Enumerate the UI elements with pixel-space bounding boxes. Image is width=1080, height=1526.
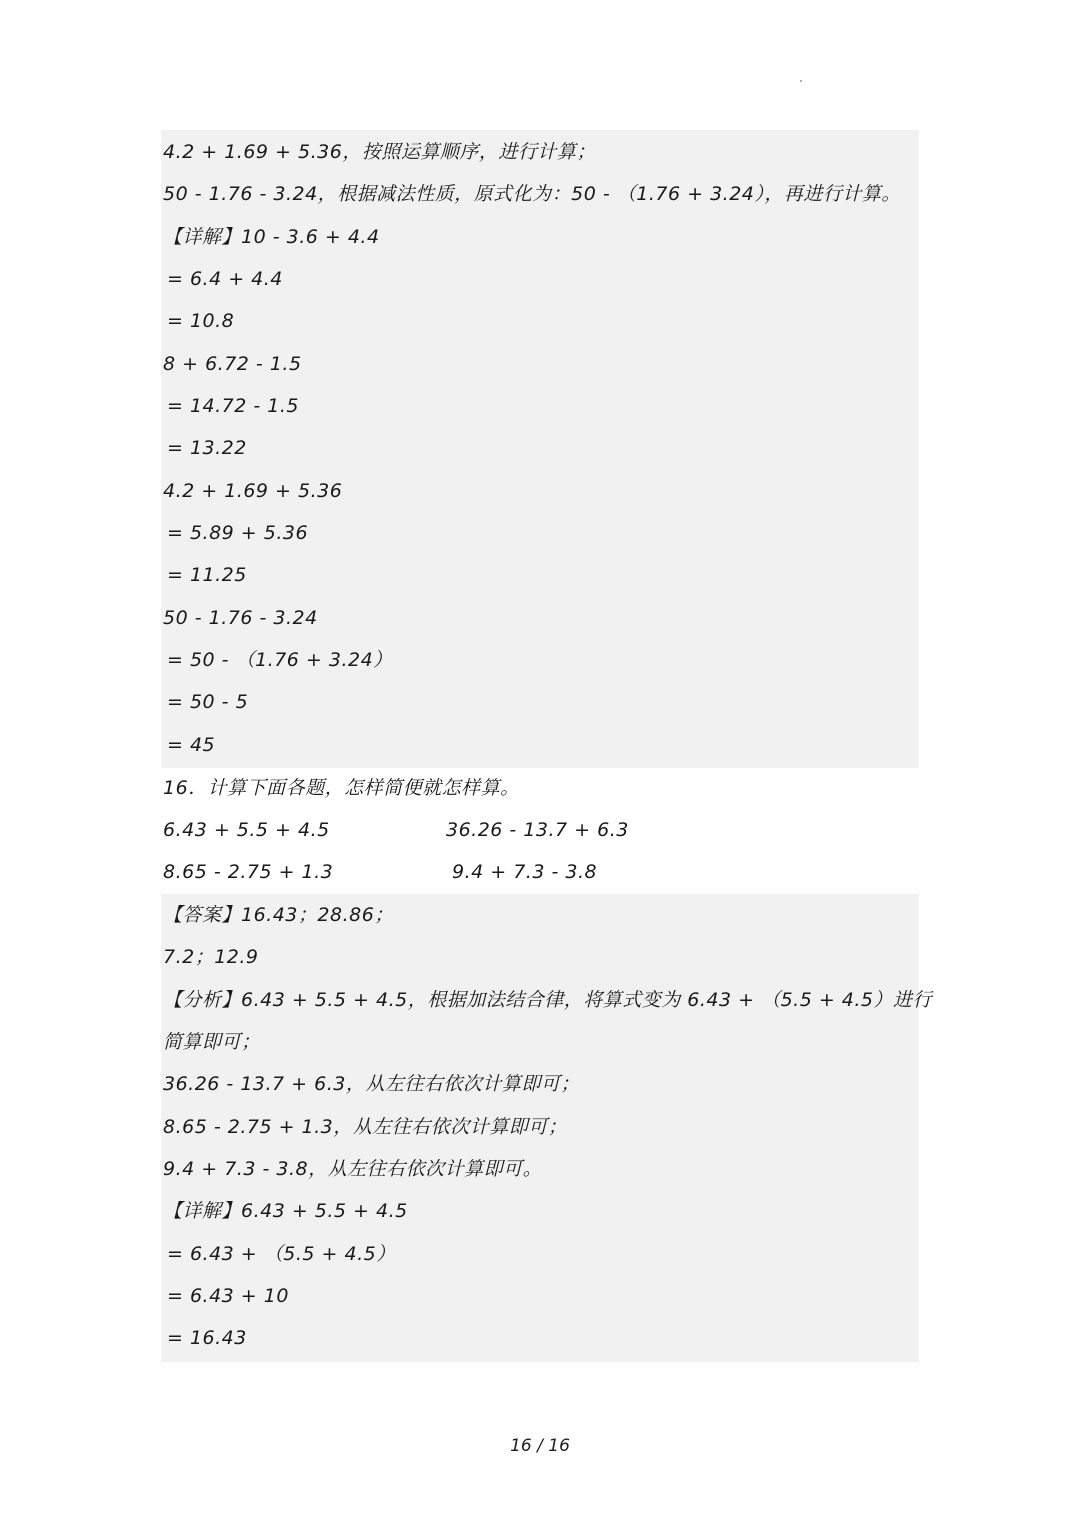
calc-step: = 5.89 + 5.36 [167, 522, 309, 544]
calc-step: = 14.72 - 1.5 [167, 395, 300, 417]
calc-step: = 6.43 + （5.5 + 4.5） [167, 1243, 396, 1265]
answer-line: 7.2；12.9 [163, 946, 259, 968]
calc-step: = 50 - （1.76 + 3.24） [167, 649, 393, 671]
analysis-line: 【分析】6.43 + 5.5 + 4.5，根据加法结合律，将算式变为 6.43 + （5.5 + 4.5）进行 [163, 989, 933, 1011]
page-number: 16 / 16 [510, 1436, 570, 1456]
analysis-line: 简算即可； [163, 1031, 261, 1053]
analysis-line: 8.65 - 2.75 + 1.3，从左往右依次计算即可； [163, 1116, 568, 1138]
calc-step: = 6.4 + 4.4 [167, 268, 283, 290]
calc-step: = 45 [167, 734, 216, 756]
analysis-line: 50 - 1.76 - 3.24，根据减法性质，原式化为：50 - （1.76 + 3.24），再进行计算。 [163, 183, 901, 205]
stray-dot [800, 80, 802, 82]
question-title: 16．计算下面各题，怎样简便就怎样算。 [163, 777, 520, 799]
calc-step: = 10.8 [167, 310, 235, 332]
detail-heading: 【详解】10 - 3.6 + 4.4 [163, 226, 380, 248]
problem-expression: 8.65 - 2.75 + 1.3 [163, 861, 334, 883]
analysis-line: 9.4 + 7.3 - 3.8，从左往右依次计算即可。 [163, 1158, 543, 1180]
calc-expression: 4.2 + 1.69 + 5.36 [163, 480, 343, 502]
calc-step: = 6.43 + 10 [167, 1285, 289, 1307]
problem-expression: 6.43 + 5.5 + 4.5 [163, 819, 330, 841]
detail-heading: 【详解】6.43 + 5.5 + 4.5 [163, 1200, 408, 1222]
problem-expression: 9.4 + 7.3 - 3.8 [452, 861, 598, 883]
calc-expression: 8 + 6.72 - 1.5 [163, 353, 302, 375]
calc-expression: 50 - 1.76 - 3.24 [163, 607, 318, 629]
answer-heading: 【答案】16.43；28.86； [163, 904, 394, 926]
calc-step: = 16.43 [167, 1327, 247, 1349]
calc-step: = 11.25 [167, 564, 247, 586]
problem-expression: 36.26 - 13.7 + 6.3 [446, 819, 629, 841]
analysis-line: 4.2 + 1.69 + 5.36，按照运算顺序，进行计算； [163, 141, 596, 163]
calc-step: = 50 - 5 [167, 691, 249, 713]
calc-step: = 13.22 [167, 437, 247, 459]
analysis-line: 36.26 - 13.7 + 6.3，从左往右依次计算即可； [163, 1073, 580, 1095]
